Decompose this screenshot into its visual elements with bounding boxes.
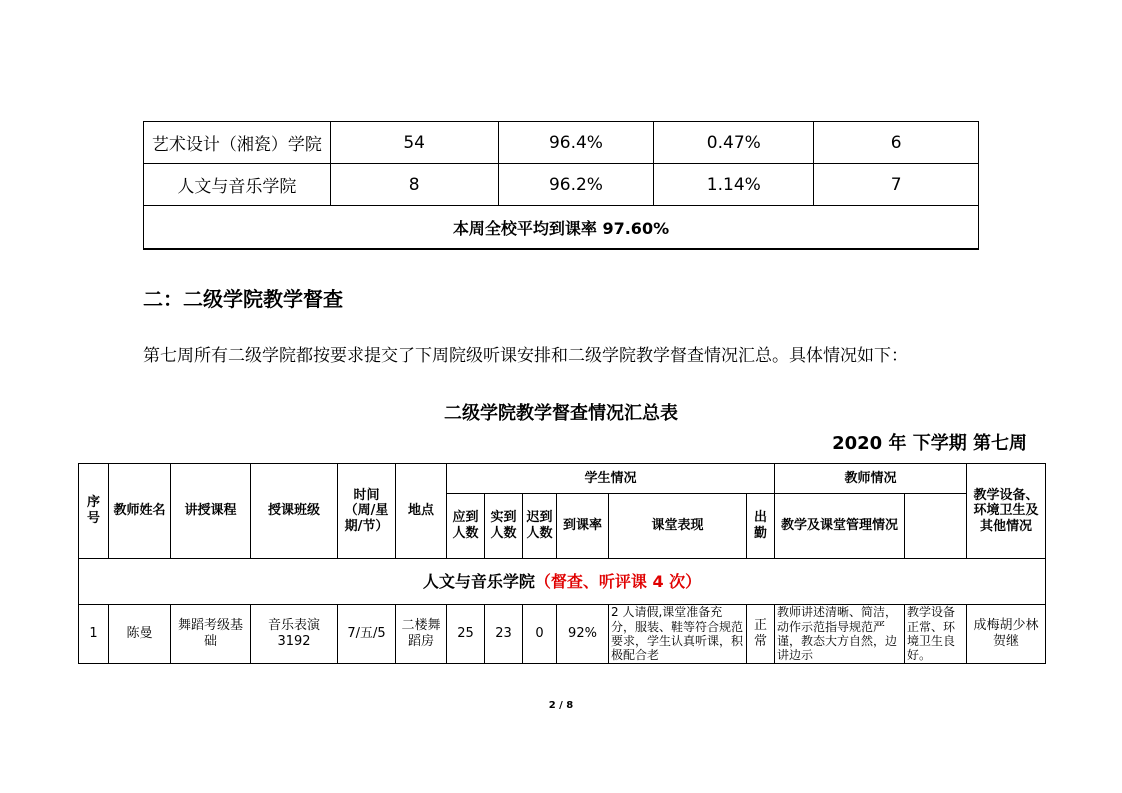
cell-value: 96.4% <box>498 122 654 164</box>
header-expected: 应到人数 <box>447 494 485 559</box>
header-teacher-group: 教师情况 <box>775 464 967 494</box>
header-rate: 到课率 <box>557 494 609 559</box>
header-performance: 课堂表现 <box>609 494 747 559</box>
cell-value: 0.47% <box>654 122 814 164</box>
supervision-summary-table <box>78 463 1046 664</box>
header-class: 授课班级 <box>251 464 338 559</box>
college-name: 人文与音乐学院 <box>144 164 331 206</box>
header-time: 时间（周/星期/节） <box>338 464 396 559</box>
cell-rate: 92% <box>557 605 609 664</box>
header-teacher: 教师姓名 <box>109 464 171 559</box>
header-row <box>79 464 1046 494</box>
cell-value: 1.14% <box>654 164 814 206</box>
cell-place: 二楼舞蹈房 <box>396 605 447 664</box>
table-row <box>144 164 979 206</box>
table-row <box>144 122 979 164</box>
summary-table-title: 二级学院教学督查情况汇总表 <box>444 403 678 424</box>
table-row <box>79 605 1046 664</box>
header-actual: 实到人数 <box>485 494 523 559</box>
cell-value: 7 <box>814 164 979 206</box>
intro-paragraph: 第七周所有二级学院都按要求提交了下周院级听课安排和二级学院教学督查情况汇总。具体情况如下： <box>143 346 908 366</box>
college-section-name: 人文与音乐学院 <box>422 571 535 591</box>
cell-facilities: 教学设备正常、环境卫生良好。 <box>905 605 967 664</box>
header-management: 教学及课堂管理情况 <box>775 494 905 559</box>
college-name: 艺术设计（湘瓷）学院 <box>144 122 331 164</box>
header-student-group: 学生情况 <box>447 464 775 494</box>
cell-course: 舞蹈考级基础 <box>171 605 251 664</box>
page-number: 2 / 8 <box>548 700 574 711</box>
header-course: 讲授课程 <box>171 464 251 559</box>
cell-seq: 1 <box>79 605 109 664</box>
header-late: 迟到人数 <box>523 494 557 559</box>
average-row <box>144 206 979 250</box>
header-attendance: 出勤 <box>747 494 775 559</box>
college-section-note: （督查、听评课 4 次） <box>534 571 702 591</box>
cell-value: 96.2% <box>498 164 654 206</box>
cell-value: 6 <box>814 122 979 164</box>
cell-late: 0 <box>523 605 557 664</box>
cell-value: 54 <box>330 122 498 164</box>
section-heading: 二：二级学院教学督查 <box>143 287 343 311</box>
cell-actual: 23 <box>485 605 523 664</box>
cell-performance: 2 人请假,课堂准备充分，服装、鞋等符合规范要求，学生认真听课，积极配合老 <box>609 605 747 664</box>
cell-management: 教师讲述清晰、简洁，动作示范指导规范严谨，教态大方自然，边讲边示 <box>775 605 905 664</box>
cell-teacher: 陈曼 <box>109 605 171 664</box>
cell-value: 8 <box>330 164 498 206</box>
college-section-row <box>79 559 1046 605</box>
cell-supervisors: 成梅胡少林贺继 <box>967 605 1046 664</box>
cell-time: 7/五/5 <box>338 605 396 664</box>
college-attendance-table <box>143 121 979 250</box>
cell-class: 音乐表演3192 <box>251 605 338 664</box>
header-place: 地点 <box>396 464 447 559</box>
average-attendance: 本周全校平均到课率 97.60% <box>144 206 979 250</box>
cell-attendance: 正常 <box>747 605 775 664</box>
header-facilities: 教学设备、环境卫生及其他情况 <box>967 464 1046 559</box>
term-line: 2020 年 下学期 第七周 <box>832 433 1027 454</box>
cell-expected: 25 <box>447 605 485 664</box>
header-seq: 序号 <box>79 464 109 559</box>
college-section-title <box>79 559 1046 605</box>
